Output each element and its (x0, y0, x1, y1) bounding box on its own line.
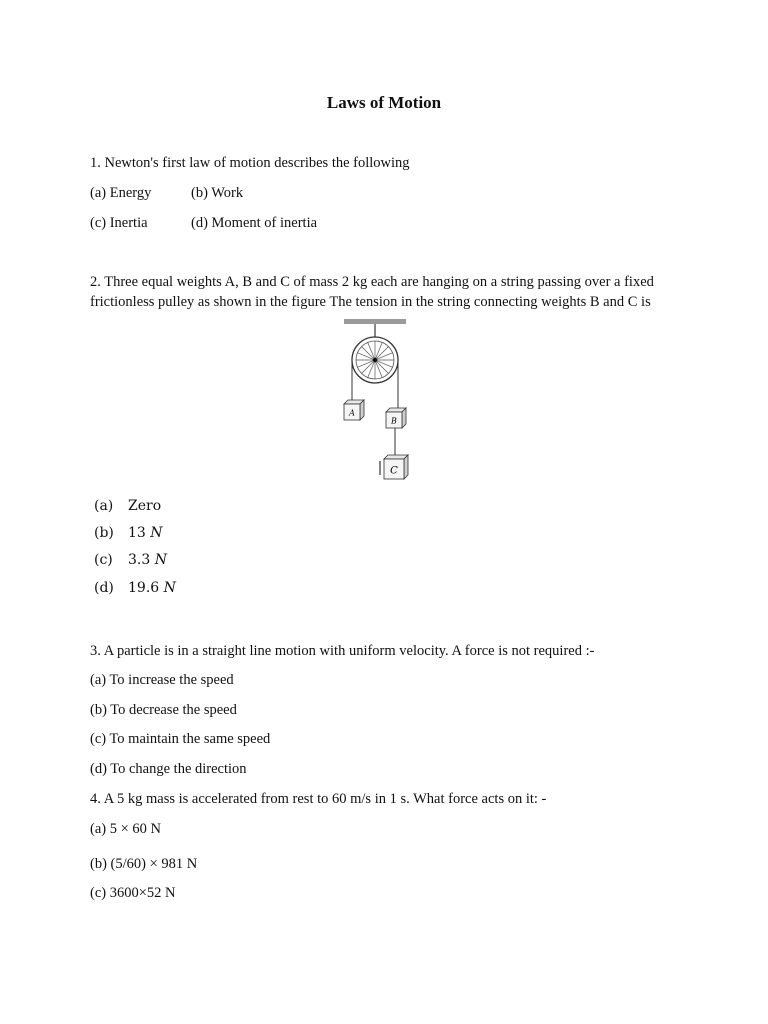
question-1-options-row-2 (90, 215, 490, 232)
q2-option-a-value: Zero (128, 498, 162, 514)
q3-option-c: (c) To maintain the same speed (90, 731, 271, 747)
q2-option-c-unit: N (154, 552, 167, 568)
q2-option-b-value: 13 (128, 525, 146, 541)
q2-option-b-unit: N (150, 525, 163, 541)
q2-option-a (94, 498, 161, 514)
q2-option-a-label: (a) (94, 498, 114, 514)
pulley-diagram (338, 316, 418, 486)
q2-option-c-label: (c) (94, 552, 113, 568)
question-2-line-2: frictionless pulley as shown in the figure The tension in the string connecting weights B and C is (90, 294, 651, 310)
block-c (380, 455, 408, 479)
page-title: Laws of Motion (326, 93, 442, 112)
q1-option-b: (b) Work (191, 185, 244, 201)
block-b-label: B (391, 416, 397, 426)
q2-option-d-unit: N (163, 580, 176, 596)
block-a-label: A (349, 408, 355, 418)
q2-option-b (94, 525, 163, 541)
question-3: 3. A particle is in a straight line motion with uniform velocity. A force is not required :- (90, 643, 595, 659)
ceiling-support (344, 319, 406, 324)
q4-option-a: (a) 5 × 60 N (90, 821, 161, 837)
q3-option-a: (a) To increase the speed (90, 672, 234, 688)
pulley-wheel (352, 337, 398, 383)
block-c-label: C (390, 465, 398, 477)
q2-option-b-label: (b) (94, 525, 114, 541)
question-1-options-row-1 (90, 185, 490, 202)
q3-option-d: (d) To change the direction (90, 761, 247, 777)
q4-option-c: (c) 3600×52 N (90, 885, 176, 901)
q2-option-c-value: 3.3 (128, 552, 151, 568)
q2-option-d (94, 580, 176, 596)
q2-option-c (94, 552, 167, 568)
question-2-line-1: 2. Three equal weights A, B and C of mass 2 kg each are hanging on a string passing over a fixed (90, 274, 654, 290)
q1-option-a: (a) Energy (90, 185, 152, 201)
q2-option-d-label: (d) (94, 580, 114, 596)
q3-option-b: (b) To decrease the speed (90, 702, 237, 718)
question-4: 4. A 5 kg mass is accelerated from rest to 60 m/s in 1 s. What force acts on it: - (90, 791, 547, 807)
q1-option-d: (d) Moment of inertia (191, 215, 318, 231)
question-1: 1. Newton's first law of motion describes the following (90, 155, 410, 171)
pulley-figure (338, 316, 418, 486)
block-a (344, 400, 364, 420)
block-b (386, 408, 406, 428)
q2-option-d-value: 19.6 (128, 580, 160, 596)
q1-option-c: (c) Inertia (90, 215, 148, 231)
q4-option-b: (b) (5/60) × 981 N (90, 856, 198, 872)
